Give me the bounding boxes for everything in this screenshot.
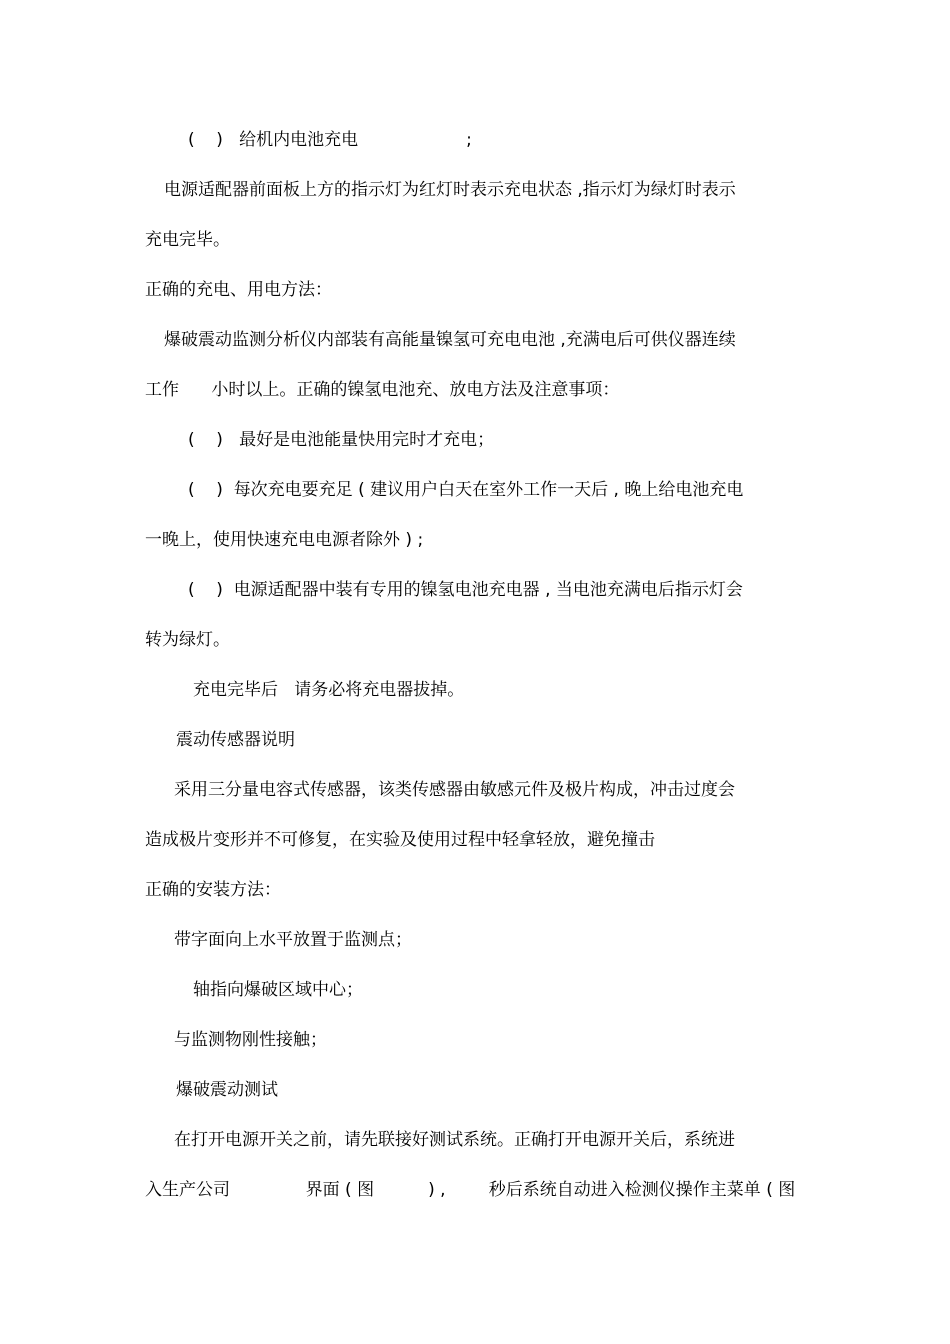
list-item-place-horizontally: 带字面向上水平放置于监测点；: [174, 930, 412, 950]
heading-charging-method: 正确的充电、用电方法：: [145, 280, 332, 300]
heading-installation-method: 正确的安装方法：: [145, 880, 281, 900]
text-line-sensor-type: 采用三分量电容式传感器，该类传感器由敏感元件及极片构成，冲击过度会: [174, 780, 735, 800]
text-line-unplug-charger: 充电完毕后 请务必将充电器拔掉。: [193, 680, 465, 700]
list-item-adapter-charger: ( ) 电源适配器中装有专用的镍氢电池充电器 , 当电池充满电后指示灯会: [188, 580, 743, 600]
text-line-green-light: 转为绿灯。: [145, 630, 230, 650]
text-line-charge-complete: 充电完毕。: [145, 230, 230, 250]
list-item-charge-fully: ( ) 每次充电要充足 ( 建议用户白天在室外工作一天后 , 晚上给电池充电: [188, 480, 744, 500]
list-item-use-up-battery: ( ) 最好是电池能量快用完时才充电；: [188, 430, 495, 450]
list-item-rigid-contact: 与监测物刚性接触；: [174, 1030, 327, 1050]
text-line-work-hours: 工作 小时以上。正确的镍氢电池充、放电方法及注意事项：: [145, 380, 620, 400]
text-line-power-on: 在打开电源开关之前，请先联接好测试系统。正确打开电源开关后，系统进: [174, 1130, 735, 1150]
heading-blast-test: 爆破震动测试: [176, 1080, 278, 1100]
heading-sensor-description: 震动传感器说明: [176, 730, 295, 750]
text-line-sensor-handling: 造成极片变形并不可修复，在实验及使用过程中轻拿轻放，避免撞击: [145, 830, 655, 850]
text-line-main-menu: 入生产公司 界面 ( 图 ) , 秒后系统自动进入检测仪操作主菜单 ( 图: [145, 1180, 796, 1200]
text-line-battery-description: 爆破震动监测分析仪内部装有高能量镍氢可充电电池 ,充满电后可供仪器连续: [164, 330, 736, 350]
list-item-axis-direction: 轴指向爆破区域中心；: [193, 980, 363, 1000]
text-line-indicator-light: 电源适配器前面板上方的指示灯为红灯时表示充电状态 ,指示灯为绿灯时表示: [164, 180, 736, 200]
text-line-overnight-charge: 一晚上，使用快速充电电源者除外 ) ;: [145, 530, 424, 550]
text-line-charge-battery: ( ) 给机内电池充电 ;: [188, 130, 472, 150]
